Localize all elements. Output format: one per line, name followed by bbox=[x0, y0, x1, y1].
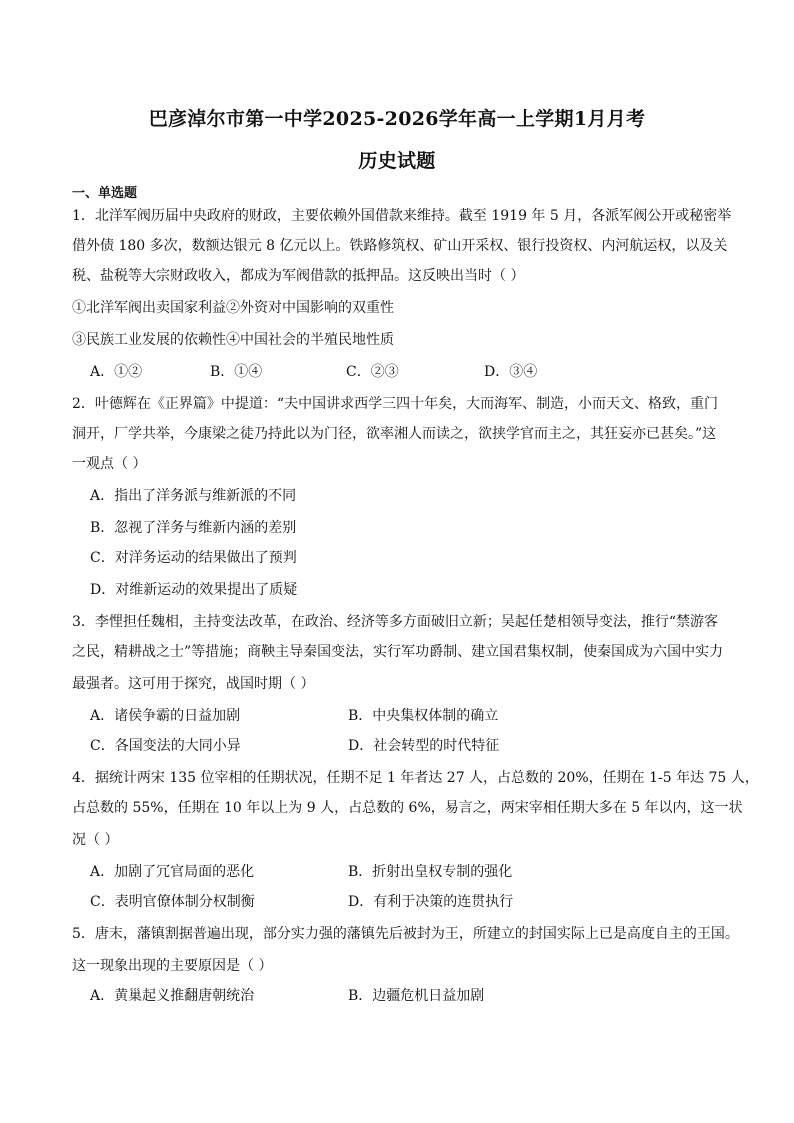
q3-line: 3．李悝担任魏相，主持变法改革，在政治、经济等多方面破旧立新；吴起任楚相领导变法，推行“禁游客 bbox=[72, 614, 719, 630]
q1-statement: ③民族工业发展的依赖性④中国社会的半殖民地性质 bbox=[72, 332, 394, 348]
q1-line: 税、盐税等大宗财政收入，都成为军阀借款的抵押品。这反映出当时（ ） bbox=[72, 268, 525, 284]
q1-line: 借外债 180 多次，数额达银元 8 亿元以上。铁路修筑权、矿山开采权、银行投资权、内河航运权，以及关 bbox=[72, 238, 728, 254]
q1-option-c: C．②③ bbox=[346, 364, 399, 380]
q5-line: 5．唐末，藩镇割据普遍出现，部分实力强的藩镇先后被封为王，所建立的封国实际上已是高度自主的王国。 bbox=[72, 926, 739, 942]
q3-option-a: A．诸侯争霸的日益加剧 bbox=[90, 708, 241, 724]
exam-subtitle: 历史试题 bbox=[358, 150, 436, 172]
q3-option-c: C．各国变法的大同小异 bbox=[90, 738, 241, 754]
q3-option-d: D．社会转型的时代特征 bbox=[348, 738, 500, 754]
q2-option-d: D．对维新运动的效果提出了质疑 bbox=[90, 582, 298, 598]
q2-option-a: A．指出了洋务派与维新派的不同 bbox=[90, 488, 297, 504]
q3-line: 最强者。这可用于探究，战国时期（ ） bbox=[72, 676, 315, 692]
exam-title: 巴彦淖尔市第一中学2025-2026学年高一上学期1月月考 bbox=[148, 108, 646, 130]
q5-option-b: B．边疆危机日益加剧 bbox=[348, 988, 485, 1004]
q4-option-a: A．加剧了冗官局面的恶化 bbox=[90, 864, 255, 880]
q5-line: 这一现象出现的主要原因是（ ） bbox=[72, 958, 273, 974]
section-heading: 一、单选题 bbox=[72, 186, 138, 201]
q2-option-b: B．忽视了洋务与维新内涵的差别 bbox=[90, 520, 297, 536]
q3-line: 之民，精耕战之士”等措施；商鞅主导秦国变法，实行军功爵制、建立国君集权制，使秦国成为六国中实力 bbox=[72, 644, 724, 660]
q4-option-b: B．折射出皇权专制的强化 bbox=[348, 864, 513, 880]
q4-line: 4．据统计两宋 135 位宰相的任期状况，任期不足 1 年者达 27 人，占总数的 20%，任期在 1-5 年达 75 人， bbox=[72, 770, 759, 786]
q4-option-d: D．有利于决策的连贯执行 bbox=[348, 894, 514, 910]
q1-option-d: D．③④ bbox=[484, 364, 538, 380]
q4-option-c: C．表明官僚体制分权制衡 bbox=[90, 894, 255, 910]
q1-line: 1．北洋军阀历届中央政府的财政，主要依赖外国借款来维持。截至 1919 年 5 月，各派军阀公开或秘密举 bbox=[72, 208, 732, 224]
q4-line: 况（ ） bbox=[72, 832, 119, 848]
q3-option-b: B．中央集权体制的确立 bbox=[348, 708, 499, 724]
q4-line: 占总数的 55%，任期在 10 年以上为 9 人，占总数的 6%，易言之，两宋宰相任期大多在 5 年以内，这一状 bbox=[72, 800, 743, 816]
q5-option-a: A．黄巢起义推翻唐朝统治 bbox=[90, 988, 255, 1004]
q1-option-a: A．①② bbox=[90, 364, 143, 380]
q2-line: 2．叶德辉在《正界篇》中提道：“夫中国讲求西学三四十年矣，大而海军、制造，小而天文、格致，重门 bbox=[72, 396, 719, 412]
q2-option-c: C．对洋务运动的结果做出了预判 bbox=[90, 550, 297, 566]
q2-line: 洞开，厂学共举，今康梁之徒乃持此以为门径，欲率湘人而读之，欲挟学官而主之，其狂妄亦已甚矣。”这 bbox=[72, 426, 717, 442]
q2-line: 一观点（ ） bbox=[72, 456, 147, 472]
q1-option-b: B．①④ bbox=[210, 364, 263, 380]
q1-statement: ①北洋军阀出卖国家利益②外资对中国影响的双重性 bbox=[72, 300, 394, 316]
